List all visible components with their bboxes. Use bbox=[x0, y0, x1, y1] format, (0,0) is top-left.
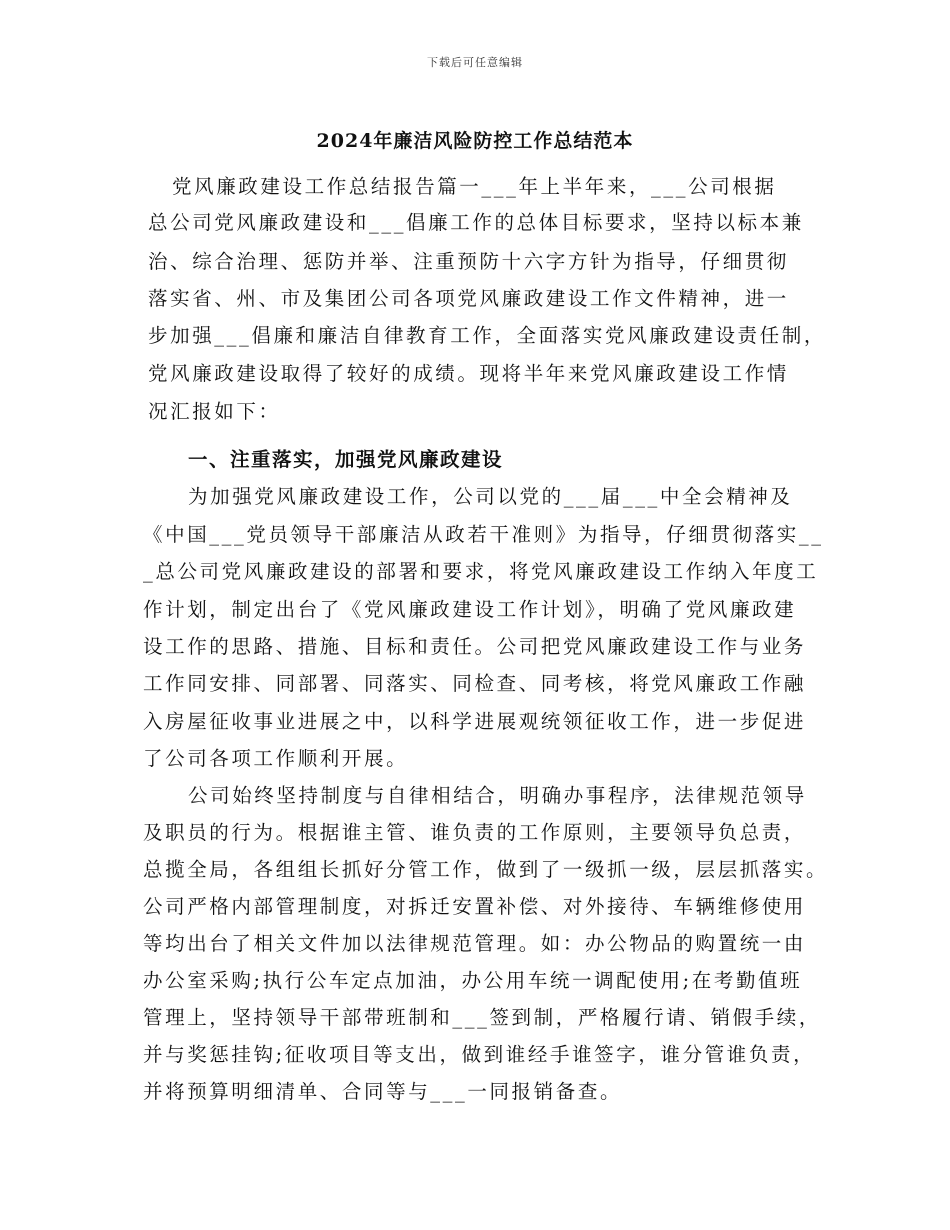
paragraph2-line: 设工作的思路、措施、目标和责任。公司把党风廉政建设工作与业务 bbox=[143, 635, 807, 658]
paragraph2-line: 了公司各项工作顺利开展。 bbox=[143, 747, 409, 770]
paragraph3-line: 等均出台了相关文件加以法律规范管理。如：办公物品的购置统一由 bbox=[143, 932, 807, 955]
paragraph3-line: 管理上，坚持领导干部带班制和___签到制，严格履行请、销假手续， bbox=[143, 1006, 821, 1029]
paragraph1-line: 况汇报如下： bbox=[148, 400, 281, 423]
paragraph1-line: 步加强___倡廉和廉洁自律教育工作，全面落实党风廉政建设责任制， bbox=[148, 324, 826, 347]
paragraph2-line: 《中国___党员领导干部廉洁从政若干准则》为指导，仔细贯彻落实__ bbox=[143, 523, 824, 546]
paragraph1-line: 党风廉政建设取得了较好的成绩。现将半年来党风廉政建设工作情 bbox=[148, 362, 789, 385]
paragraph1-line: 治、综合治理、惩防并举、注重预防十六字方针为指导，仔细贯彻 bbox=[148, 250, 789, 273]
paragraph1-line: 党风廉政建设工作总结报告篇一___年上半年来，___公司根据 bbox=[172, 175, 777, 198]
paragraph2-line: 工作同安排、同部署、同落实、同检查、同考核，将党风廉政工作融 bbox=[143, 672, 807, 695]
header-note: 下载后可任意编辑 bbox=[427, 56, 523, 69]
paragraph1-line: 总公司党风廉政建设和___倡廉工作的总体目标要求，坚持以标本兼 bbox=[148, 211, 804, 234]
paragraph2-line: _总公司党风廉政建设的部署和要求，将党风廉政建设工作纳入年度工 bbox=[143, 560, 819, 583]
paragraph3-line: 公司严格内部管理制度，对拆迁安置补偿、对外接待、车辆维修使用 bbox=[143, 895, 807, 918]
document-title: 2024年廉洁风险防控工作总结范本 bbox=[316, 130, 634, 152]
paragraph3-line: 办公室采购;执行公车定点加油，办公用车统一调配使用;在考勤值班 bbox=[143, 969, 803, 992]
paragraph2-line: 入房屋征收事业进展之中，以科学进展观统领征收工作，进一步促进 bbox=[143, 710, 807, 733]
paragraph3-line: 并将预算明细清单、合同等与___一同报销备查。 bbox=[143, 1080, 623, 1103]
paragraph1-line: 落实省、州、市及集团公司各项党风廉政建设工作文件精神，进一 bbox=[148, 287, 789, 310]
paragraph2-line: 作计划，制定出台了《党风廉政建设工作计划》，明确了党风廉政建 bbox=[143, 598, 797, 621]
paragraph3-line: 并与奖惩挂钩;征收项目等支出，做到谁经手谁签字，谁分管谁负责， bbox=[143, 1043, 816, 1066]
paragraph3-line: 及职员的行为。根据谁主管、谁负责的工作原则，主要领导负总责， bbox=[143, 821, 807, 844]
paragraph3-line: 总揽全局，各组组长抓好分管工作，做到了一级抓一级，层层抓落实。 bbox=[143, 858, 829, 881]
section-heading: 一、注重落实，加强党风廉政建设 bbox=[188, 448, 504, 471]
paragraph3-line: 公司始终坚持制度与自律相结合，明确办事程序，法律规范领导 bbox=[188, 784, 807, 807]
paragraph2-line: 为加强党风廉政建设工作，公司以党的___届___中全会精神及 bbox=[188, 485, 793, 508]
